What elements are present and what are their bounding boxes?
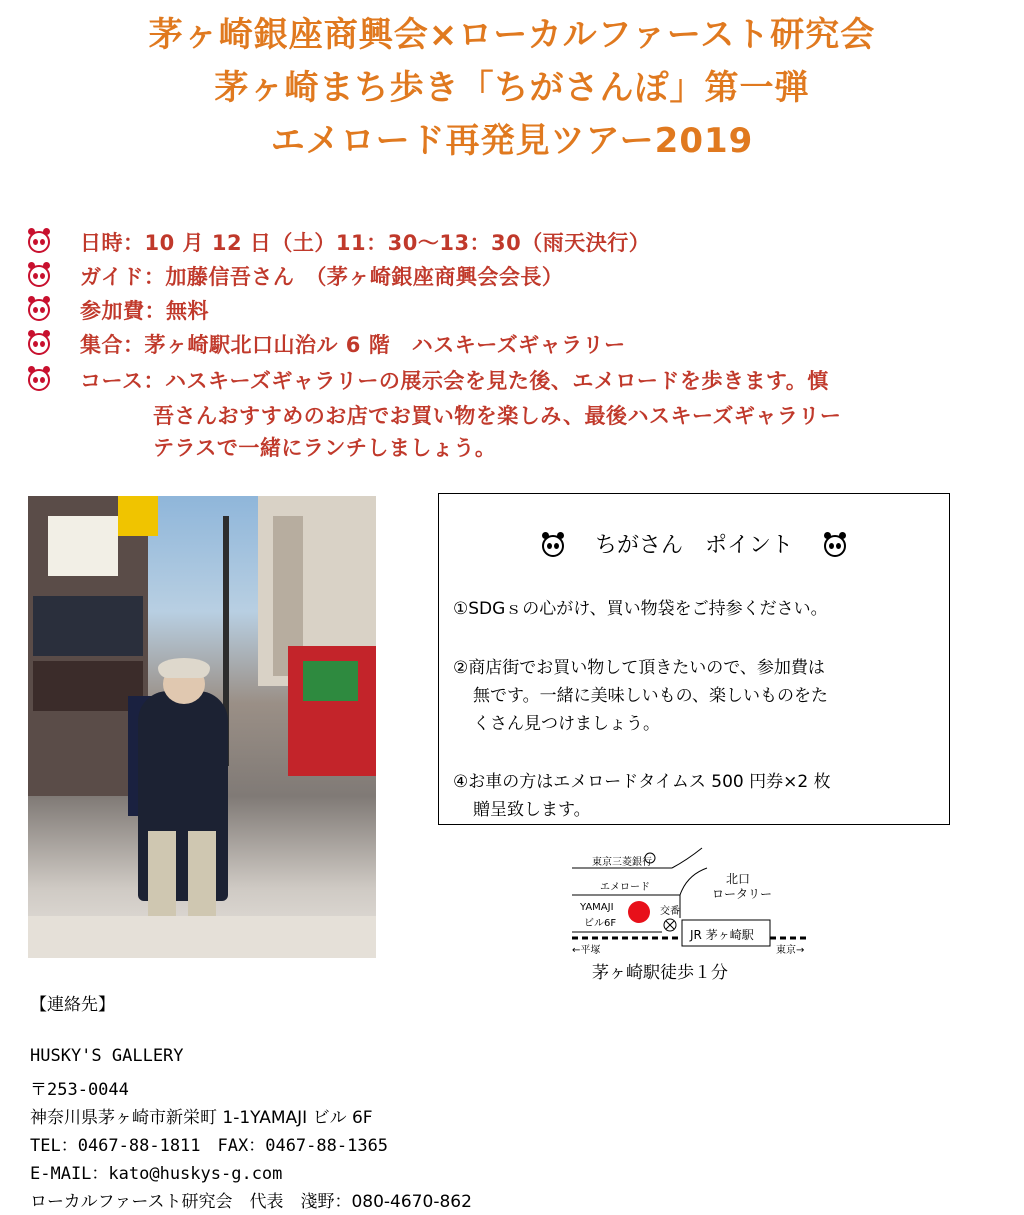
map-koban-label: 交番 [660, 906, 680, 917]
contact-postal: 〒253-0044 [30, 1080, 129, 1100]
title-line-1: 茅ヶ崎銀座商興会×ローカルファースト研究会 [148, 15, 876, 55]
info-meet [28, 328, 626, 360]
point-2-line1: ②商店街でお買い物して頂きたいので、参加費は [453, 658, 825, 678]
panda-icon [28, 369, 50, 391]
point-4-line2: 贈呈致します。 [473, 800, 591, 820]
guide-text: ガイド：加藤信吾さん （茅ヶ崎銀座商興会会長） [80, 265, 564, 289]
points-box [438, 493, 950, 825]
map-bank-label: 東京三菱銀行 [592, 857, 652, 868]
info-fee [28, 294, 209, 326]
map-yamaji2-label: ビル6F [584, 918, 617, 929]
point-1: ①SDGｓの心がけ、買い物袋をご持参ください。 [453, 599, 828, 619]
panda-icon [542, 535, 564, 557]
map-north1-label: 北口 [726, 872, 751, 886]
title-line-2: 茅ヶ崎まち歩き「ちがさんぽ」第一弾 [214, 68, 810, 108]
fee-text: 参加費：無料 [80, 299, 209, 323]
point-4-line1: ④お車の方はエメロードタイムス 500 円券×2 枚 [453, 772, 831, 792]
course-text-line2: 吾さんおすすめのお店でお買い物を楽しみ、最後ハスキーズギャラリー [153, 404, 842, 428]
panda-icon [28, 231, 50, 253]
course-text-line3: テラスで一緒にランチしましょう。 [153, 436, 497, 460]
event-info [28, 226, 978, 466]
meet-text: 集合：茅ヶ崎駅北口山治ル 6 階 ハスキーズギャラリー [80, 333, 626, 357]
course-text-line1: コース：ハスキーズギャラリーの展示会を見た後、エメロードを歩きます。慎 [80, 369, 829, 393]
contact-address: 神奈川県茅ヶ崎市新栄町 1-1YAMAJI ビル 6F [30, 1108, 373, 1128]
contact-gallery: HUSKY'S GALLERY [30, 1046, 184, 1066]
panda-icon [28, 265, 50, 287]
datetime-text: 日時：10 月 12 日（土）11：30〜13：30（雨天決行） [80, 231, 651, 255]
contact-representative: ローカルファースト研究会 代表 淺野：080-4670-862 [30, 1192, 472, 1212]
point-2-line2: 無です。一緒に美味しいもの、楽しいものをた [473, 686, 828, 706]
map-north2-label: ロータリー [712, 887, 773, 901]
map-hiratsuka-label: ←平塚 [572, 945, 601, 956]
map-yamaji1-label: YAMAJI [580, 902, 614, 913]
map-station-label: JR 茅ヶ崎駅 [690, 928, 754, 942]
map-caption: 茅ヶ崎駅徒歩１分 [592, 963, 728, 983]
title-line-3: エメロード再発見ツアー2019 [270, 121, 754, 161]
points-heading: ちがさん ポイント [594, 533, 793, 558]
map-tokyo-label: 東京→ [776, 945, 805, 956]
contact-email: E-MAIL：kato@huskys-g.com [30, 1164, 283, 1184]
panda-icon [824, 535, 846, 557]
point-2-line3: くさん見つけましょう。 [473, 714, 660, 734]
points-heading-row [439, 528, 949, 559]
info-datetime [28, 226, 650, 258]
location-dot [628, 901, 650, 923]
contact-heading: 【連絡先】 [30, 995, 115, 1015]
map-emerode-label: エメロード [600, 882, 650, 893]
panda-icon [28, 299, 50, 321]
street-photo [28, 496, 376, 958]
contact-telfax: TEL：0467-88-1811 FAX：0467-88-1365 [30, 1136, 389, 1156]
info-course [28, 364, 829, 396]
info-guide [28, 260, 563, 292]
panda-icon [28, 333, 50, 355]
